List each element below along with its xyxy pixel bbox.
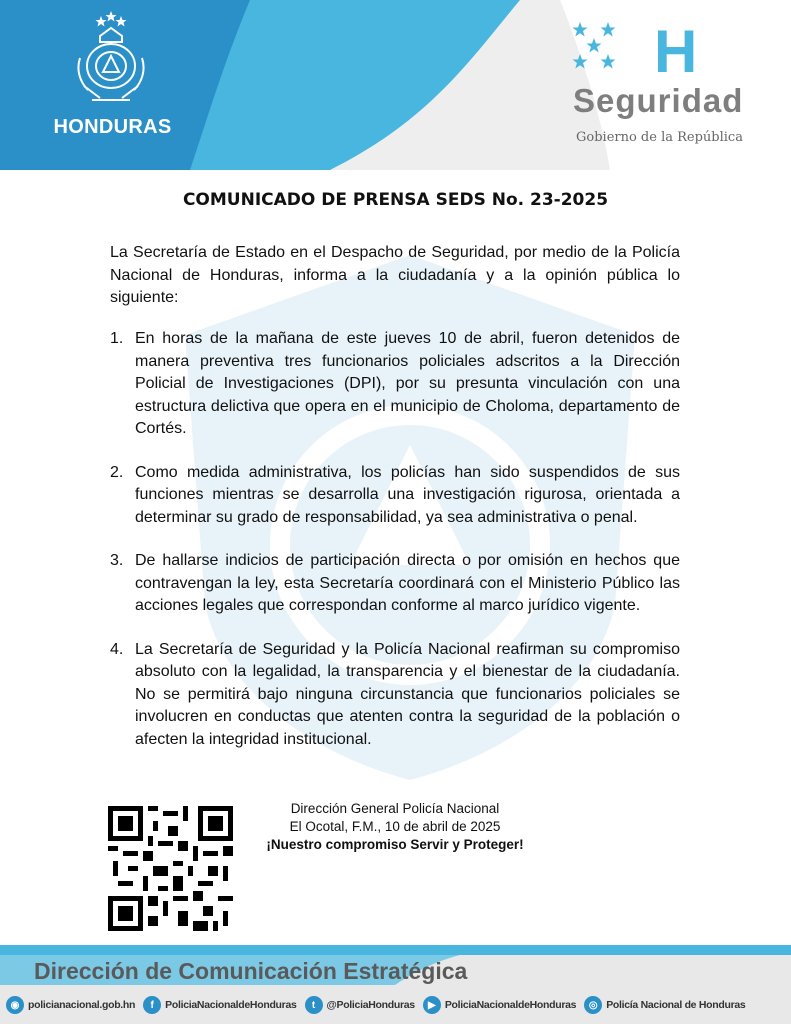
social-link-instagram[interactable] bbox=[584, 996, 745, 1014]
social-link-facebook[interactable] bbox=[143, 996, 296, 1014]
list-item-number: 4. bbox=[110, 640, 124, 658]
list-item-text: Como medida administrativa, los policías han sido suspendidos de sus funciones mientras se desarrolla una investigación rigurosa, orientada a determinar su grado de responsabilidad, ya sea administrativa o penal. bbox=[135, 463, 680, 526]
list-item-text: De hallarse indicios de participación directa o por omisión en hechos que contravengan la ley, esta Secretaría coordinará con el Ministerio Público las acciones legales que correspondan conforme al marco jurídico vigente. bbox=[135, 552, 680, 614]
list-item bbox=[110, 328, 680, 441]
social-link-text: @PoliciaHonduras bbox=[326, 999, 415, 1011]
social-link-text: Policía Nacional de Honduras bbox=[606, 999, 746, 1011]
qr-code-icon[interactable] bbox=[108, 806, 233, 931]
list-item bbox=[110, 462, 680, 530]
statement-list bbox=[110, 328, 680, 751]
list-item bbox=[110, 639, 680, 752]
logo-subtitle: Gobierno de la República bbox=[576, 130, 743, 145]
youtube-icon: ▶ bbox=[423, 996, 441, 1014]
social-link-website[interactable] bbox=[6, 996, 135, 1014]
list-item-number: 1. bbox=[110, 330, 124, 347]
seguridad-logo-icon bbox=[570, 20, 720, 90]
press-release-title: COMUNICADO DE PRENSA SEDS No. 23-2025 bbox=[182, 190, 609, 210]
list-item-number: 3. bbox=[110, 552, 124, 569]
social-link-twitter[interactable] bbox=[305, 996, 415, 1014]
social-link-youtube[interactable] bbox=[423, 996, 576, 1014]
logo-letter: H bbox=[654, 20, 698, 85]
instagram-icon: ◎ bbox=[584, 996, 602, 1014]
list-item-text: La Secretaría de Seguridad y la Policía Nacional reafirman su compromiso absoluto con la legalidad, la transparencia y el bienestar de la ciudadanía. No se permitirá bajo ninguna circunstancia que funcionarios policiales se involucren en conductas que atenten contra la seguridad de la población o afecten la integridad institucional. bbox=[135, 640, 680, 748]
social-link-text: PoliciaNacionaldeHonduras bbox=[444, 999, 577, 1011]
intro-paragraph: La Secretaría de Estado en el Despacho de Seguridad, por medio de la Policía Nacional de Honduras, informa a la ciudadanía y a la opinión pública lo siguiente: bbox=[110, 244, 680, 306]
list-item-number: 2. bbox=[110, 463, 124, 481]
social-link-text: policianacional.gob.hn bbox=[28, 999, 136, 1011]
country-label: HONDURAS bbox=[53, 116, 172, 138]
social-link-text: PoliciaNacionaldeHonduras bbox=[165, 999, 297, 1011]
list-item bbox=[110, 550, 680, 618]
honduras-emblem-icon bbox=[70, 8, 152, 108]
signature-motto: ¡Nuestro compromiso Servir y Proteger! bbox=[266, 837, 524, 852]
list-item-text: En horas de la mañana de este jueves 10 de abril, fueron detenidos de manera preventiva tres funcionarios policiales adscritos a la Dirección Policial de Investigaciones (DPI), por su presunta vinculación con una estructura delictiva que opera en el municipio de Choloma, departamento de Cortés. bbox=[135, 330, 680, 437]
signature-office: Dirección General Policía Nacional bbox=[290, 801, 500, 816]
signature-block bbox=[245, 800, 545, 854]
facebook-icon: f bbox=[143, 996, 161, 1014]
footer-title: Dirección de Comunicación Estratégica bbox=[34, 958, 468, 984]
social-links bbox=[6, 993, 791, 1017]
signature-date: El Ocotal, F.M., 10 de abril de 2025 bbox=[289, 819, 501, 834]
logo-word: Seguridad bbox=[573, 82, 744, 119]
twitter-icon: t bbox=[305, 996, 323, 1014]
globe-icon: ◉ bbox=[6, 996, 24, 1014]
